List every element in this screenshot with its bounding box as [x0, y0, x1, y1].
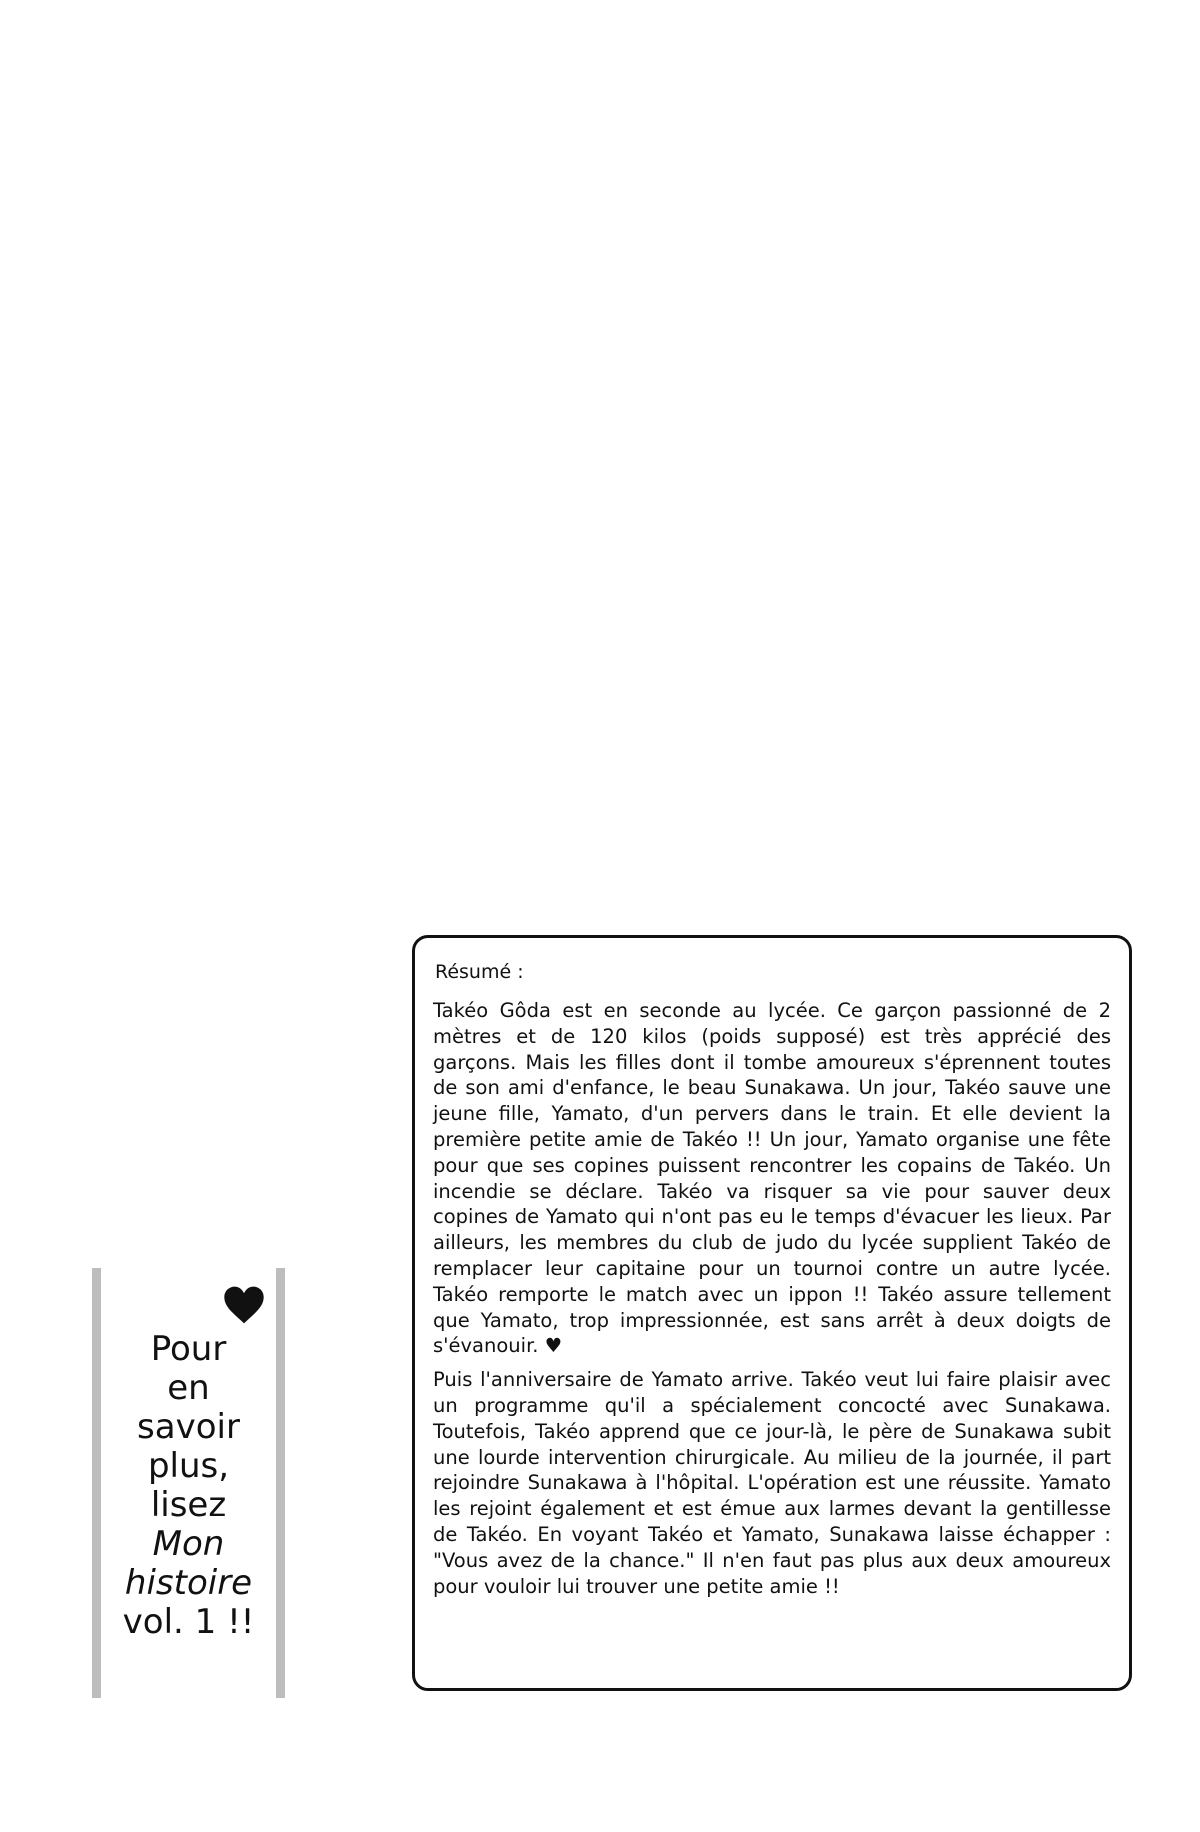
promo-volume: vol. 1 !!	[122, 1602, 255, 1642]
promo-right-bar	[276, 1268, 285, 1698]
promo-line: plus,	[147, 1446, 230, 1486]
promo-line: savoir	[137, 1407, 240, 1447]
promo-book-title: histoire	[124, 1563, 253, 1603]
promo-line: lisez	[150, 1485, 227, 1525]
summary-title: Résumé :	[435, 961, 524, 983]
summary-paragraph: Takéo Gôda est en seconde au lycée. Ce garçon passionné de 2 mètres et de 120 kilos (poids supposé) est très apprécié des garçons. Mais les filles dont il tombe amoureux s'éprennent toutes de son ami d'enfance, le beau Sunakawa. Un jour, Takéo sauve une jeune fille, Yamato, d'un pervers dans le train. Et elle devient la première petite amie de Takéo !! Un jour, Yamato organise une fête pour que ses copines puissent rencontrer les copains de Takéo. Un incendie se déclare. Takéo va risquer sa vie pour sauver deux copines de Yamato qui n'ont pas eu le temps d'évacuer les lieux. Par ailleurs, les membres du club de judo du lycée supplient Takéo de remplacer leur capitaine pour un tournoi contre un autre lycée. Takéo remporte le match avec un ippon !! Takéo assure tellement que Yamato, trop impressionnée, est sans arrêt à deux doigts de s'évanouir. ♥	[433, 999, 1111, 1358]
heart-icon	[223, 1284, 265, 1326]
summary-paragraph: Puis l'anniversaire de Yamato arrive. Takéo veut lui faire plaisir avec un programme qu'il a spécialement concocté avec Sunakawa. Toutefois, Takéo apprend que ce jour-là, le père de Sunakawa subit une lourde intervention chirurgicale. Au milieu de la journée, il part rejoindre Sunakawa à l'hôpital. L'opération est une réussite. Yamato les rejoint également et est émue aux larmes devant la gentillesse de Takéo. En voyant Takéo et Yamato, Sunakawa laisse échapper : "Vous avez de la chance." Il n'en faut pas plus aux deux amoureux pour vouloir lui trouver une petite amie !!	[433, 1368, 1111, 1598]
promo-text	[101, 1330, 276, 1642]
promo-book-title: Mon	[152, 1524, 225, 1564]
promo-left-bar	[92, 1268, 101, 1698]
promo-line: en	[167, 1368, 210, 1408]
promo-panel	[92, 1268, 285, 1698]
promo-line: Pour	[150, 1329, 227, 1369]
summary-box	[412, 935, 1132, 1691]
